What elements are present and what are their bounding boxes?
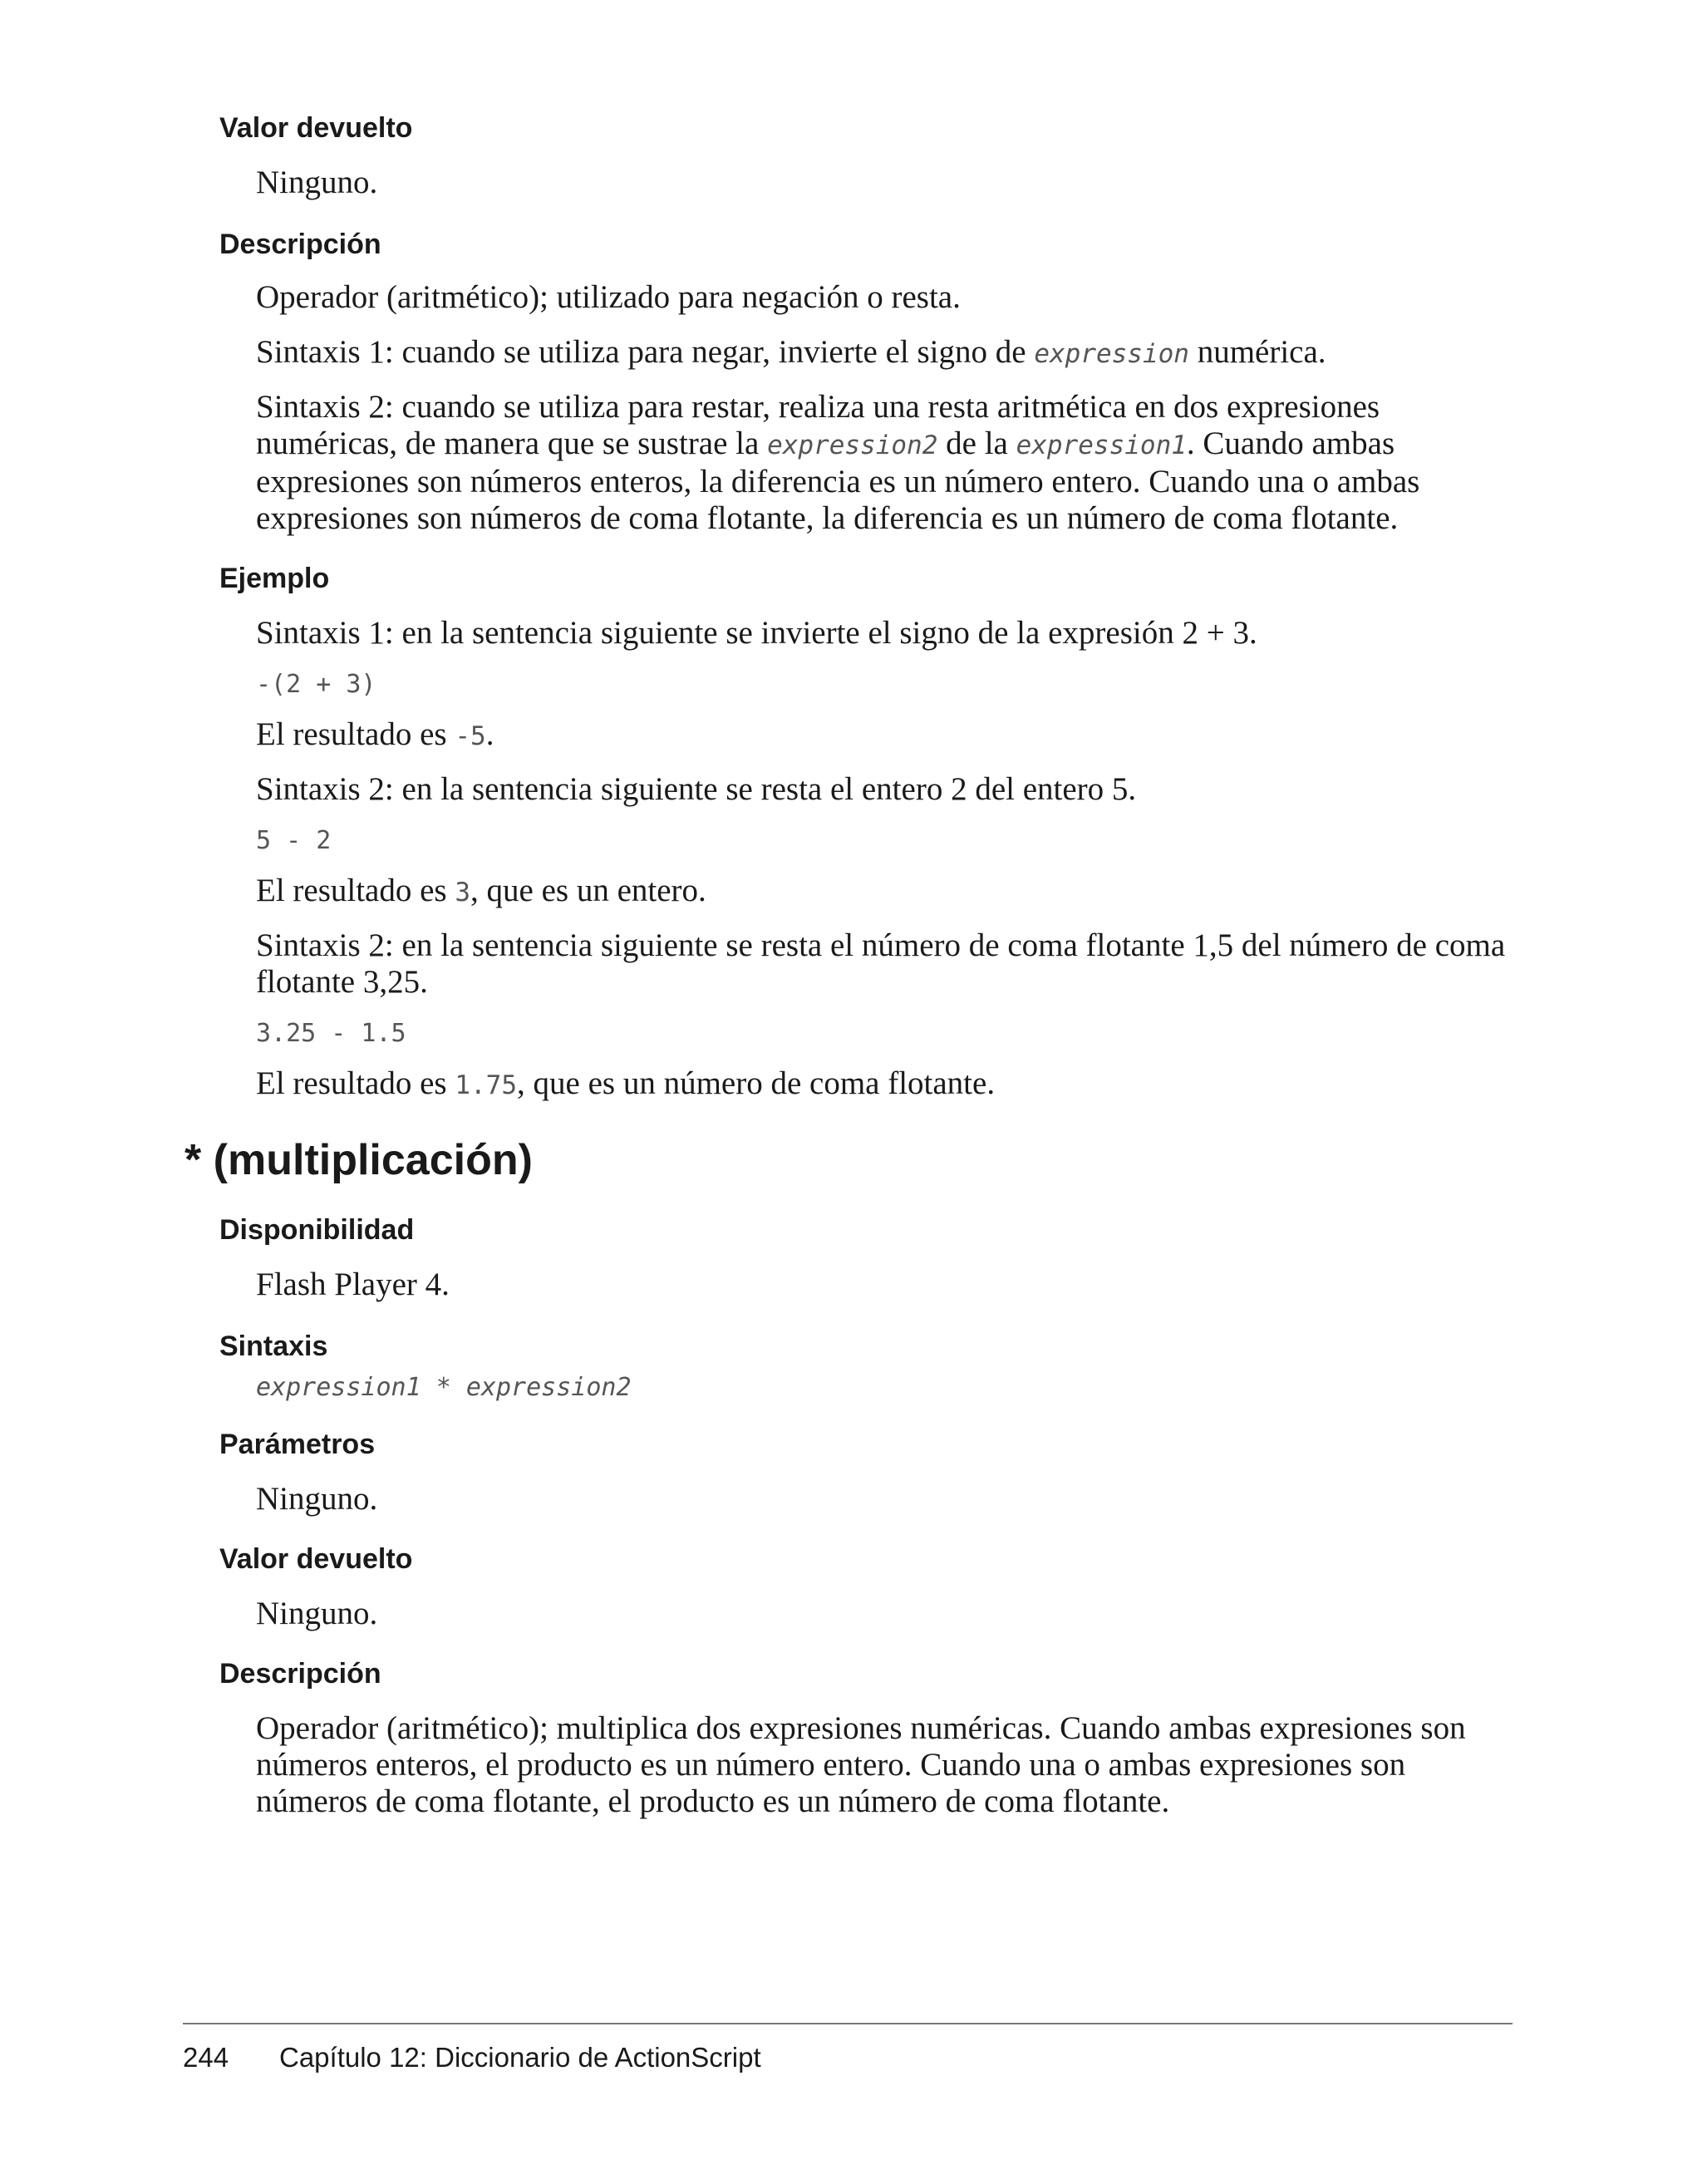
footer-rule — [183, 2023, 1513, 2024]
parametros-text: Ninguno. — [256, 1481, 378, 1517]
descripcion-paragraph-3 — [256, 389, 1519, 537]
ejemplo-heading: Ejemplo — [219, 563, 330, 594]
result-tail: , que es un entero. — [470, 873, 706, 908]
result-code: -5 — [455, 721, 486, 751]
desc-p2-tail: numérica. — [1188, 334, 1326, 370]
disponibilidad-heading: Disponibilidad — [219, 1214, 415, 1246]
desc-p2-text: Sintaxis 1: cuando se utiliza para negar, invierte el signo de — [256, 334, 1035, 370]
ejemplo-3-code: 3.25 - 1.5 — [256, 1019, 406, 1048]
sintaxis-heading: Sintaxis — [219, 1331, 328, 1362]
descripcion-heading: Descripción — [219, 229, 381, 260]
desc-p3-text-b: de la — [937, 425, 1016, 461]
result-tail: , que es un número de coma flotante. — [517, 1065, 996, 1101]
descripcion-heading-2: Descripción — [219, 1658, 381, 1690]
result-text: El resultado es — [256, 716, 455, 752]
multiplicacion-title: * (multiplicación) — [184, 1136, 533, 1184]
desc-p3-text-c: . Cuando ambas expresiones son números enteros, la diferencia es un número entero. Cuando una o ambas expresiones son números de coma flotante, la diferencia es un número de coma flotante. — [256, 425, 1420, 536]
valor-devuelto-heading-2: Valor devuelto — [219, 1543, 413, 1575]
ejemplo-2-code: 5 - 2 — [256, 826, 332, 855]
ejemplo-1-result — [256, 716, 1519, 755]
result-tail: . — [485, 716, 494, 752]
expression1-code: expression1 — [1016, 430, 1187, 460]
disponibilidad-text: Flash Player 4. — [256, 1267, 450, 1302]
parametros-heading: Parámetros — [219, 1429, 376, 1460]
ejemplo-2-result — [256, 873, 1519, 911]
expression2-code: expression2 — [767, 430, 938, 460]
ejemplo-1-code: -(2 + 3) — [256, 670, 376, 699]
descripcion-paragraph-1: Operador (aritmético); utilizado para negación o resta. — [256, 279, 961, 315]
result-code: 3 — [455, 878, 471, 908]
ejemplo-3-result — [256, 1065, 1519, 1104]
descripcion-paragraph-2 — [256, 334, 1519, 372]
chapter-title: Capítulo 12: Diccionario de ActionScript — [279, 2042, 761, 2073]
ejemplo-1-text: Sintaxis 1: en la sentencia siguiente se invierte el signo de la expresión 2 + 3. — [256, 615, 1257, 651]
page-number: 244 — [183, 2042, 229, 2073]
desc-p3-text-a: Sintaxis 2: cuando se utiliza para restar, realiza una resta aritmética en dos expresiones numéricas, de manera que se sustrae la — [256, 389, 1380, 461]
result-text: El resultado es — [256, 873, 455, 908]
ejemplo-3-text: Sintaxis 2: en la sentencia siguiente se resta el número de coma flotante 1,5 del número de coma flotante 3,25. — [256, 927, 1506, 1000]
sintaxis-code: expression1 * expression2 — [256, 1373, 632, 1402]
result-code: 1.75 — [455, 1070, 518, 1100]
valor-devuelto-text: Ninguno. — [256, 165, 378, 200]
descripcion-text-2: Operador (aritmético); multiplica dos expresiones numéricas. Cuando ambas expresiones son números enteros, el producto es un número entero. Cuando una o ambas expresiones son números de coma flotante, el producto es un número de coma flotante. — [256, 1710, 1466, 1819]
valor-devuelto-heading: Valor devuelto — [219, 112, 413, 144]
valor-devuelto-text-2: Ninguno. — [256, 1596, 378, 1631]
result-text: El resultado es — [256, 1065, 455, 1101]
expression-code: expression — [1034, 339, 1189, 369]
ejemplo-2-text: Sintaxis 2: en la sentencia siguiente se resta el entero 2 del entero 5. — [256, 771, 1137, 807]
